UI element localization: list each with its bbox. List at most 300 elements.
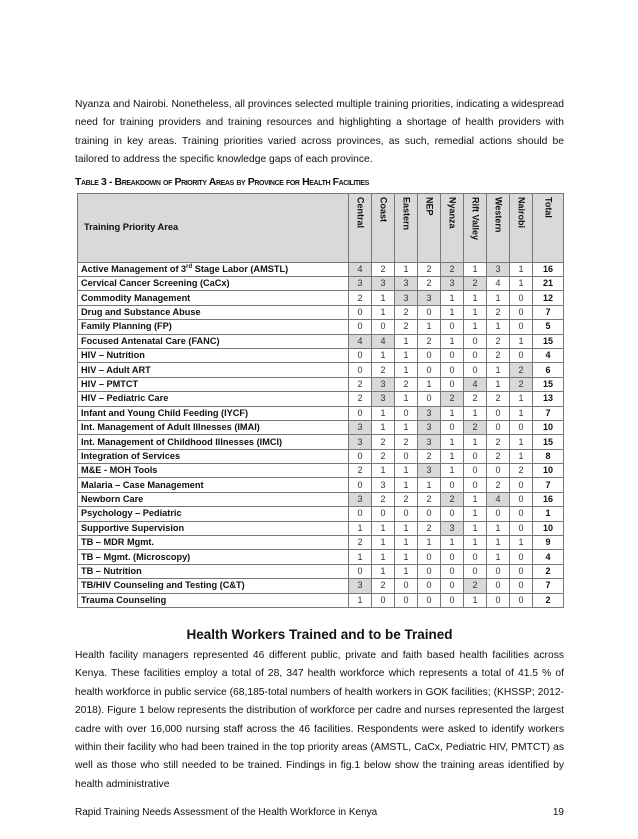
cell-value: 0 (418, 550, 441, 564)
province-label: Central (355, 196, 366, 228)
row-total: 7 (533, 305, 564, 319)
province-label: NEP (424, 196, 435, 216)
row-name: Integration of Services (81, 450, 181, 461)
row-label (78, 536, 349, 550)
cell-value: 1 (349, 521, 372, 535)
cell-value: 2 (464, 277, 487, 291)
cell-value: 2 (349, 536, 372, 550)
cell-value: 1 (487, 291, 510, 305)
cell-value: 1 (372, 291, 395, 305)
table-row (78, 262, 564, 276)
row-label (78, 392, 349, 406)
cell-value: 2 (395, 305, 418, 319)
row-name: HIV – Adult ART (81, 364, 151, 375)
cell-value: 2 (395, 320, 418, 334)
table-row (78, 478, 564, 492)
row-label (78, 291, 349, 305)
row-total: 12 (533, 291, 564, 305)
cell-value: 1 (441, 291, 464, 305)
row-name-sup: rd (186, 263, 193, 270)
intro-paragraph: Nyanza and Nairobi. Nonetheless, all provinces selected multiple training priorities, indicating a widespread need for training providers and training resources and highlighting a shortage of health providers with training in key areas. Training priorities varied across provinces, as such, remedial actions should be tailored to address the specific knowledge gaps of each province. (75, 99, 564, 166)
row-name: Focused Antenatal Care (FANC) (81, 335, 220, 346)
cell-value: 0 (487, 406, 510, 420)
table-row (78, 492, 564, 506)
row-name: TB/HIV Counseling and Testing (C&T) (81, 580, 245, 591)
cell-value: 1 (395, 478, 418, 492)
cell-value: 0 (395, 449, 418, 463)
province-header (349, 193, 372, 262)
cell-value: 0 (418, 579, 441, 593)
cell-value: 3 (395, 277, 418, 291)
row-total: 10 (533, 464, 564, 478)
province-header (372, 193, 395, 262)
cell-value: 0 (441, 478, 464, 492)
cell-value: 1 (487, 521, 510, 535)
cell-value: 0 (349, 305, 372, 319)
row-total: 16 (533, 492, 564, 506)
row-name: HIV – PMTCT (81, 378, 139, 389)
cell-value: 0 (464, 334, 487, 348)
cell-value: 1 (395, 334, 418, 348)
row-total: 4 (533, 348, 564, 362)
row-label (78, 449, 349, 463)
cell-value: 1 (510, 392, 533, 406)
cell-value: 0 (395, 406, 418, 420)
cell-value: 1 (349, 593, 372, 607)
cell-value: 0 (487, 507, 510, 521)
table-row (78, 449, 564, 463)
row-name: HIV – Pediatric Care (81, 393, 169, 404)
cell-value: 3 (349, 420, 372, 434)
row-total: 15 (533, 377, 564, 391)
cell-value: 2 (510, 464, 533, 478)
cell-value: 4 (487, 492, 510, 506)
cell-value: 1 (487, 320, 510, 334)
cell-value: 3 (372, 377, 395, 391)
cell-value: 2 (418, 449, 441, 463)
cell-value: 1 (372, 536, 395, 550)
province-header (395, 193, 418, 262)
row-total: 7 (533, 478, 564, 492)
row-label (78, 406, 349, 420)
cell-value: 0 (510, 478, 533, 492)
cell-value: 1 (510, 536, 533, 550)
province-header (418, 193, 441, 262)
cell-value: 0 (510, 492, 533, 506)
row-label (78, 363, 349, 377)
table-row (78, 536, 564, 550)
cell-value: 1 (395, 420, 418, 434)
row-total: 7 (533, 406, 564, 420)
row-total: 10 (533, 521, 564, 535)
cell-value: 3 (418, 406, 441, 420)
cell-value: 3 (372, 277, 395, 291)
cell-value: 0 (510, 291, 533, 305)
cell-value: 2 (372, 435, 395, 449)
row-label (78, 320, 349, 334)
cell-value: 2 (487, 348, 510, 362)
row-label (78, 507, 349, 521)
table-row (78, 305, 564, 319)
cell-value: 0 (372, 320, 395, 334)
cell-value: 0 (510, 420, 533, 434)
province-label: Eastern (401, 196, 412, 230)
table-caption: Table 3 - Breakdown of Priority Areas by Province for Health Facilities (75, 175, 369, 188)
cell-value: 3 (395, 291, 418, 305)
cell-value: 0 (510, 320, 533, 334)
cell-value: 0 (441, 377, 464, 391)
cell-value: 0 (349, 507, 372, 521)
cell-value: 2 (487, 392, 510, 406)
cell-value: 1 (441, 449, 464, 463)
cell-value: 0 (464, 348, 487, 362)
cell-value: 0 (510, 579, 533, 593)
province-header (464, 193, 487, 262)
row-name: M&E - MOH Tools (81, 465, 158, 476)
cell-value: 1 (464, 435, 487, 449)
row-total: 2 (533, 564, 564, 578)
cell-value: 3 (441, 277, 464, 291)
cell-value: 3 (441, 521, 464, 535)
cell-value: 0 (441, 507, 464, 521)
cell-value: 2 (464, 420, 487, 434)
cell-value: 1 (395, 536, 418, 550)
table-row (78, 277, 564, 291)
row-total: 21 (533, 277, 564, 291)
row-label (78, 593, 349, 607)
cell-value: 0 (510, 564, 533, 578)
cell-value: 1 (372, 420, 395, 434)
cell-value: 1 (372, 348, 395, 362)
table-row (78, 507, 564, 521)
cell-value: 2 (441, 262, 464, 276)
row-name: Malaria – Case Management (81, 479, 204, 490)
province-label: Coast (378, 196, 389, 222)
row-total: 13 (533, 392, 564, 406)
row-name: Family Planning (FP) (81, 321, 172, 332)
cell-value: 0 (510, 521, 533, 535)
cell-value: 0 (372, 507, 395, 521)
cell-value: 0 (418, 564, 441, 578)
cell-value: 0 (441, 593, 464, 607)
cell-value: 3 (487, 262, 510, 276)
row-name: Drug and Substance Abuse (81, 306, 201, 317)
cell-value: 0 (349, 363, 372, 377)
cell-value: 0 (418, 305, 441, 319)
cell-value: 0 (510, 550, 533, 564)
row-label (78, 277, 349, 291)
cell-value: 1 (395, 550, 418, 564)
row-name: Newborn Care (81, 494, 144, 505)
row-name: Infant and Young Child Feeding (IYCF) (81, 407, 249, 418)
table-row (78, 420, 564, 434)
row-total: 8 (533, 449, 564, 463)
cell-value: 1 (418, 536, 441, 550)
page-number: 19 (552, 807, 564, 819)
cell-value: 1 (395, 363, 418, 377)
cell-value: 2 (349, 377, 372, 391)
cell-value: 0 (464, 550, 487, 564)
cell-value: 1 (464, 593, 487, 607)
province-label: Rift Valley (470, 196, 481, 240)
cell-value: 0 (441, 420, 464, 434)
cell-value: 1 (372, 464, 395, 478)
row-total: 16 (533, 262, 564, 276)
cell-value: 3 (372, 392, 395, 406)
cell-value: 1 (372, 564, 395, 578)
table-row (78, 320, 564, 334)
cell-value: 0 (418, 507, 441, 521)
row-label (78, 334, 349, 348)
cell-value: 1 (464, 492, 487, 506)
cell-value: 1 (418, 320, 441, 334)
cell-value: 1 (441, 406, 464, 420)
row-name: Psychology – Pediatric (81, 508, 182, 519)
table-row (78, 464, 564, 478)
cell-value: 1 (418, 478, 441, 492)
cell-value: 1 (487, 363, 510, 377)
cell-value: 1 (441, 334, 464, 348)
cell-value: 1 (464, 521, 487, 535)
row-total: 1 (533, 507, 564, 521)
table-row (78, 564, 564, 578)
table-row (78, 406, 564, 420)
table-row (78, 291, 564, 305)
row-total: 10 (533, 420, 564, 434)
cell-value: 2 (372, 363, 395, 377)
cell-value: 0 (464, 564, 487, 578)
cell-value: 0 (510, 507, 533, 521)
row-name: Trauma Counseling (81, 594, 167, 605)
cell-value: 1 (395, 564, 418, 578)
cell-value: 1 (487, 377, 510, 391)
cell-value: 1 (464, 507, 487, 521)
province-label: Nyanza (447, 196, 458, 229)
cell-value: 2 (349, 464, 372, 478)
cell-value: 2 (487, 305, 510, 319)
cell-value: 1 (510, 449, 533, 463)
cell-value: 2 (395, 492, 418, 506)
cell-value: 0 (441, 564, 464, 578)
table-row (78, 521, 564, 535)
cell-value: 0 (441, 363, 464, 377)
cell-value: 1 (510, 406, 533, 420)
cell-value: 2 (464, 392, 487, 406)
cell-value: 1 (510, 435, 533, 449)
cell-value: 0 (418, 348, 441, 362)
cell-value: 1 (441, 464, 464, 478)
table-header-row (78, 193, 564, 262)
cell-value: 2 (395, 377, 418, 391)
table-row (78, 348, 564, 362)
cell-value: 0 (441, 320, 464, 334)
cell-value: 0 (372, 593, 395, 607)
row-name: Int. Management of Childhood Illnesses (IMCI) (81, 436, 283, 447)
cell-value: 0 (487, 420, 510, 434)
cell-value: 3 (349, 579, 372, 593)
row-name: TB – MDR Mgmt. (81, 537, 154, 548)
cell-value: 0 (510, 593, 533, 607)
row-name: TB – Nutrition (81, 566, 142, 577)
cell-value: 0 (395, 593, 418, 607)
cell-value: 1 (395, 464, 418, 478)
row-name: Cervical Cancer Screening (CaCx) (81, 278, 230, 289)
cell-value: 1 (395, 348, 418, 362)
cell-value: 2 (372, 449, 395, 463)
province-header (487, 193, 510, 262)
cell-value: 0 (510, 305, 533, 319)
cell-value: 1 (464, 291, 487, 305)
cell-value: 0 (349, 564, 372, 578)
row-label (78, 579, 349, 593)
cell-value: 2 (372, 262, 395, 276)
cell-value: 0 (464, 363, 487, 377)
cell-value: 1 (372, 521, 395, 535)
cell-value: 2 (464, 579, 487, 593)
table-row (78, 392, 564, 406)
cell-value: 3 (418, 464, 441, 478)
cell-value: 3 (418, 435, 441, 449)
cell-value: 0 (441, 348, 464, 362)
cell-value: 2 (418, 334, 441, 348)
cell-value: 0 (487, 593, 510, 607)
cell-value: 1 (487, 550, 510, 564)
cell-value: 4 (487, 277, 510, 291)
cell-value: 2 (395, 435, 418, 449)
cell-value: 1 (464, 536, 487, 550)
cell-value: 4 (349, 334, 372, 348)
cell-value: 3 (349, 435, 372, 449)
cell-value: 1 (464, 320, 487, 334)
row-total: 7 (533, 579, 564, 593)
cell-value: 0 (441, 579, 464, 593)
cell-value: 3 (349, 277, 372, 291)
row-label (78, 262, 349, 276)
cell-value: 1 (395, 392, 418, 406)
cell-value: 2 (349, 392, 372, 406)
row-name: Int. Management of Adult Illnesses (IMAI) (81, 422, 260, 433)
cell-value: 1 (510, 277, 533, 291)
total-header (533, 193, 564, 262)
cell-value: 1 (372, 406, 395, 420)
cell-value: 3 (418, 291, 441, 305)
row-name-rest: Stage Labor (AMSTL) (192, 263, 289, 274)
cell-value: 2 (418, 262, 441, 276)
row-total: 6 (533, 363, 564, 377)
row-total: 4 (533, 550, 564, 564)
row-total: 5 (533, 320, 564, 334)
row-total: 2 (533, 593, 564, 607)
row-total: 15 (533, 334, 564, 348)
row-label (78, 377, 349, 391)
province-label: Nairobi (516, 196, 527, 228)
row-name: Active Management of 3 (81, 263, 187, 274)
cell-value: 0 (418, 363, 441, 377)
cell-value: 1 (418, 377, 441, 391)
table-row (78, 550, 564, 564)
province-header (510, 193, 533, 262)
table-row (78, 377, 564, 391)
cell-value: 4 (349, 262, 372, 276)
row-total: 9 (533, 536, 564, 550)
cell-value: 4 (372, 334, 395, 348)
cell-value: 1 (464, 406, 487, 420)
page-footer (75, 806, 564, 819)
cell-value: 0 (464, 449, 487, 463)
cell-value: 1 (441, 536, 464, 550)
table-row (78, 593, 564, 607)
row-label (78, 550, 349, 564)
cell-value: 0 (464, 478, 487, 492)
row-total: 15 (533, 435, 564, 449)
body-paragraph: Health facility managers represented 46 different public, private and faith based health facilities across Kenya. These facilities employ a total of 28, 347 health workforce which represents a total of 41.5 % of health workforce in public service (68,185-total numbers of health workers in GOK facilities; (KHSSP; 2012-2018). Figure 1 below represents the distribution of workforce per cadre and nurses represented the largest cadre with over 16,000 nursing staff across the 46 facilities. Respondents were asked to identify workers within their facility who had been trained in the top priority areas (AMSTL, CaCx, Pediatric HIV, PMTCT) as well as those who still needed to be trained. Findings in fig.1 below show the training areas identified by health administrative (75, 650, 564, 790)
table-row (78, 579, 564, 593)
cell-value: 0 (395, 507, 418, 521)
cell-value: 0 (349, 449, 372, 463)
row-name: HIV – Nutrition (81, 350, 145, 361)
row-label (78, 305, 349, 319)
table-row (78, 435, 564, 449)
cell-value: 0 (418, 593, 441, 607)
section-heading: Health Workers Trained and to be Trained (186, 627, 453, 642)
cell-value: 2 (510, 363, 533, 377)
cell-value: 3 (418, 420, 441, 434)
cell-value: 3 (349, 492, 372, 506)
row-name: TB – Mgmt. (Microscopy) (81, 551, 191, 562)
cell-value: 0 (418, 392, 441, 406)
cell-value: 2 (487, 478, 510, 492)
row-label (78, 564, 349, 578)
cell-value: 0 (510, 348, 533, 362)
cell-value: 0 (487, 579, 510, 593)
table-row (78, 363, 564, 377)
area-header: Training Priority Area (78, 193, 349, 262)
row-label (78, 478, 349, 492)
cell-value: 1 (349, 550, 372, 564)
cell-value: 2 (418, 277, 441, 291)
cell-value: 2 (372, 579, 395, 593)
cell-value: 0 (349, 320, 372, 334)
row-label (78, 420, 349, 434)
cell-value: 1 (441, 305, 464, 319)
cell-value: 2 (487, 449, 510, 463)
cell-value: 1 (372, 550, 395, 564)
cell-value: 1 (395, 521, 418, 535)
cell-value: 1 (510, 334, 533, 348)
cell-value: 0 (349, 478, 372, 492)
footer-title: Rapid Training Needs Assessment of the Health Workforce in Kenya (75, 807, 378, 819)
row-label (78, 492, 349, 506)
cell-value: 1 (464, 305, 487, 319)
cell-value: 0 (487, 464, 510, 478)
cell-value: 0 (395, 579, 418, 593)
row-label (78, 348, 349, 362)
table-row (78, 334, 564, 348)
row-name: Supportive Supervision (81, 522, 185, 533)
row-label (78, 435, 349, 449)
province-label: Western (493, 196, 504, 232)
cell-value: 0 (349, 406, 372, 420)
cell-value: 2 (441, 492, 464, 506)
cell-value: 0 (349, 348, 372, 362)
cell-value: 0 (464, 464, 487, 478)
cell-value: 2 (372, 492, 395, 506)
cell-value: 1 (372, 305, 395, 319)
cell-value: 1 (395, 262, 418, 276)
cell-value: 2 (487, 435, 510, 449)
province-header (441, 193, 464, 262)
cell-value: 1 (510, 262, 533, 276)
